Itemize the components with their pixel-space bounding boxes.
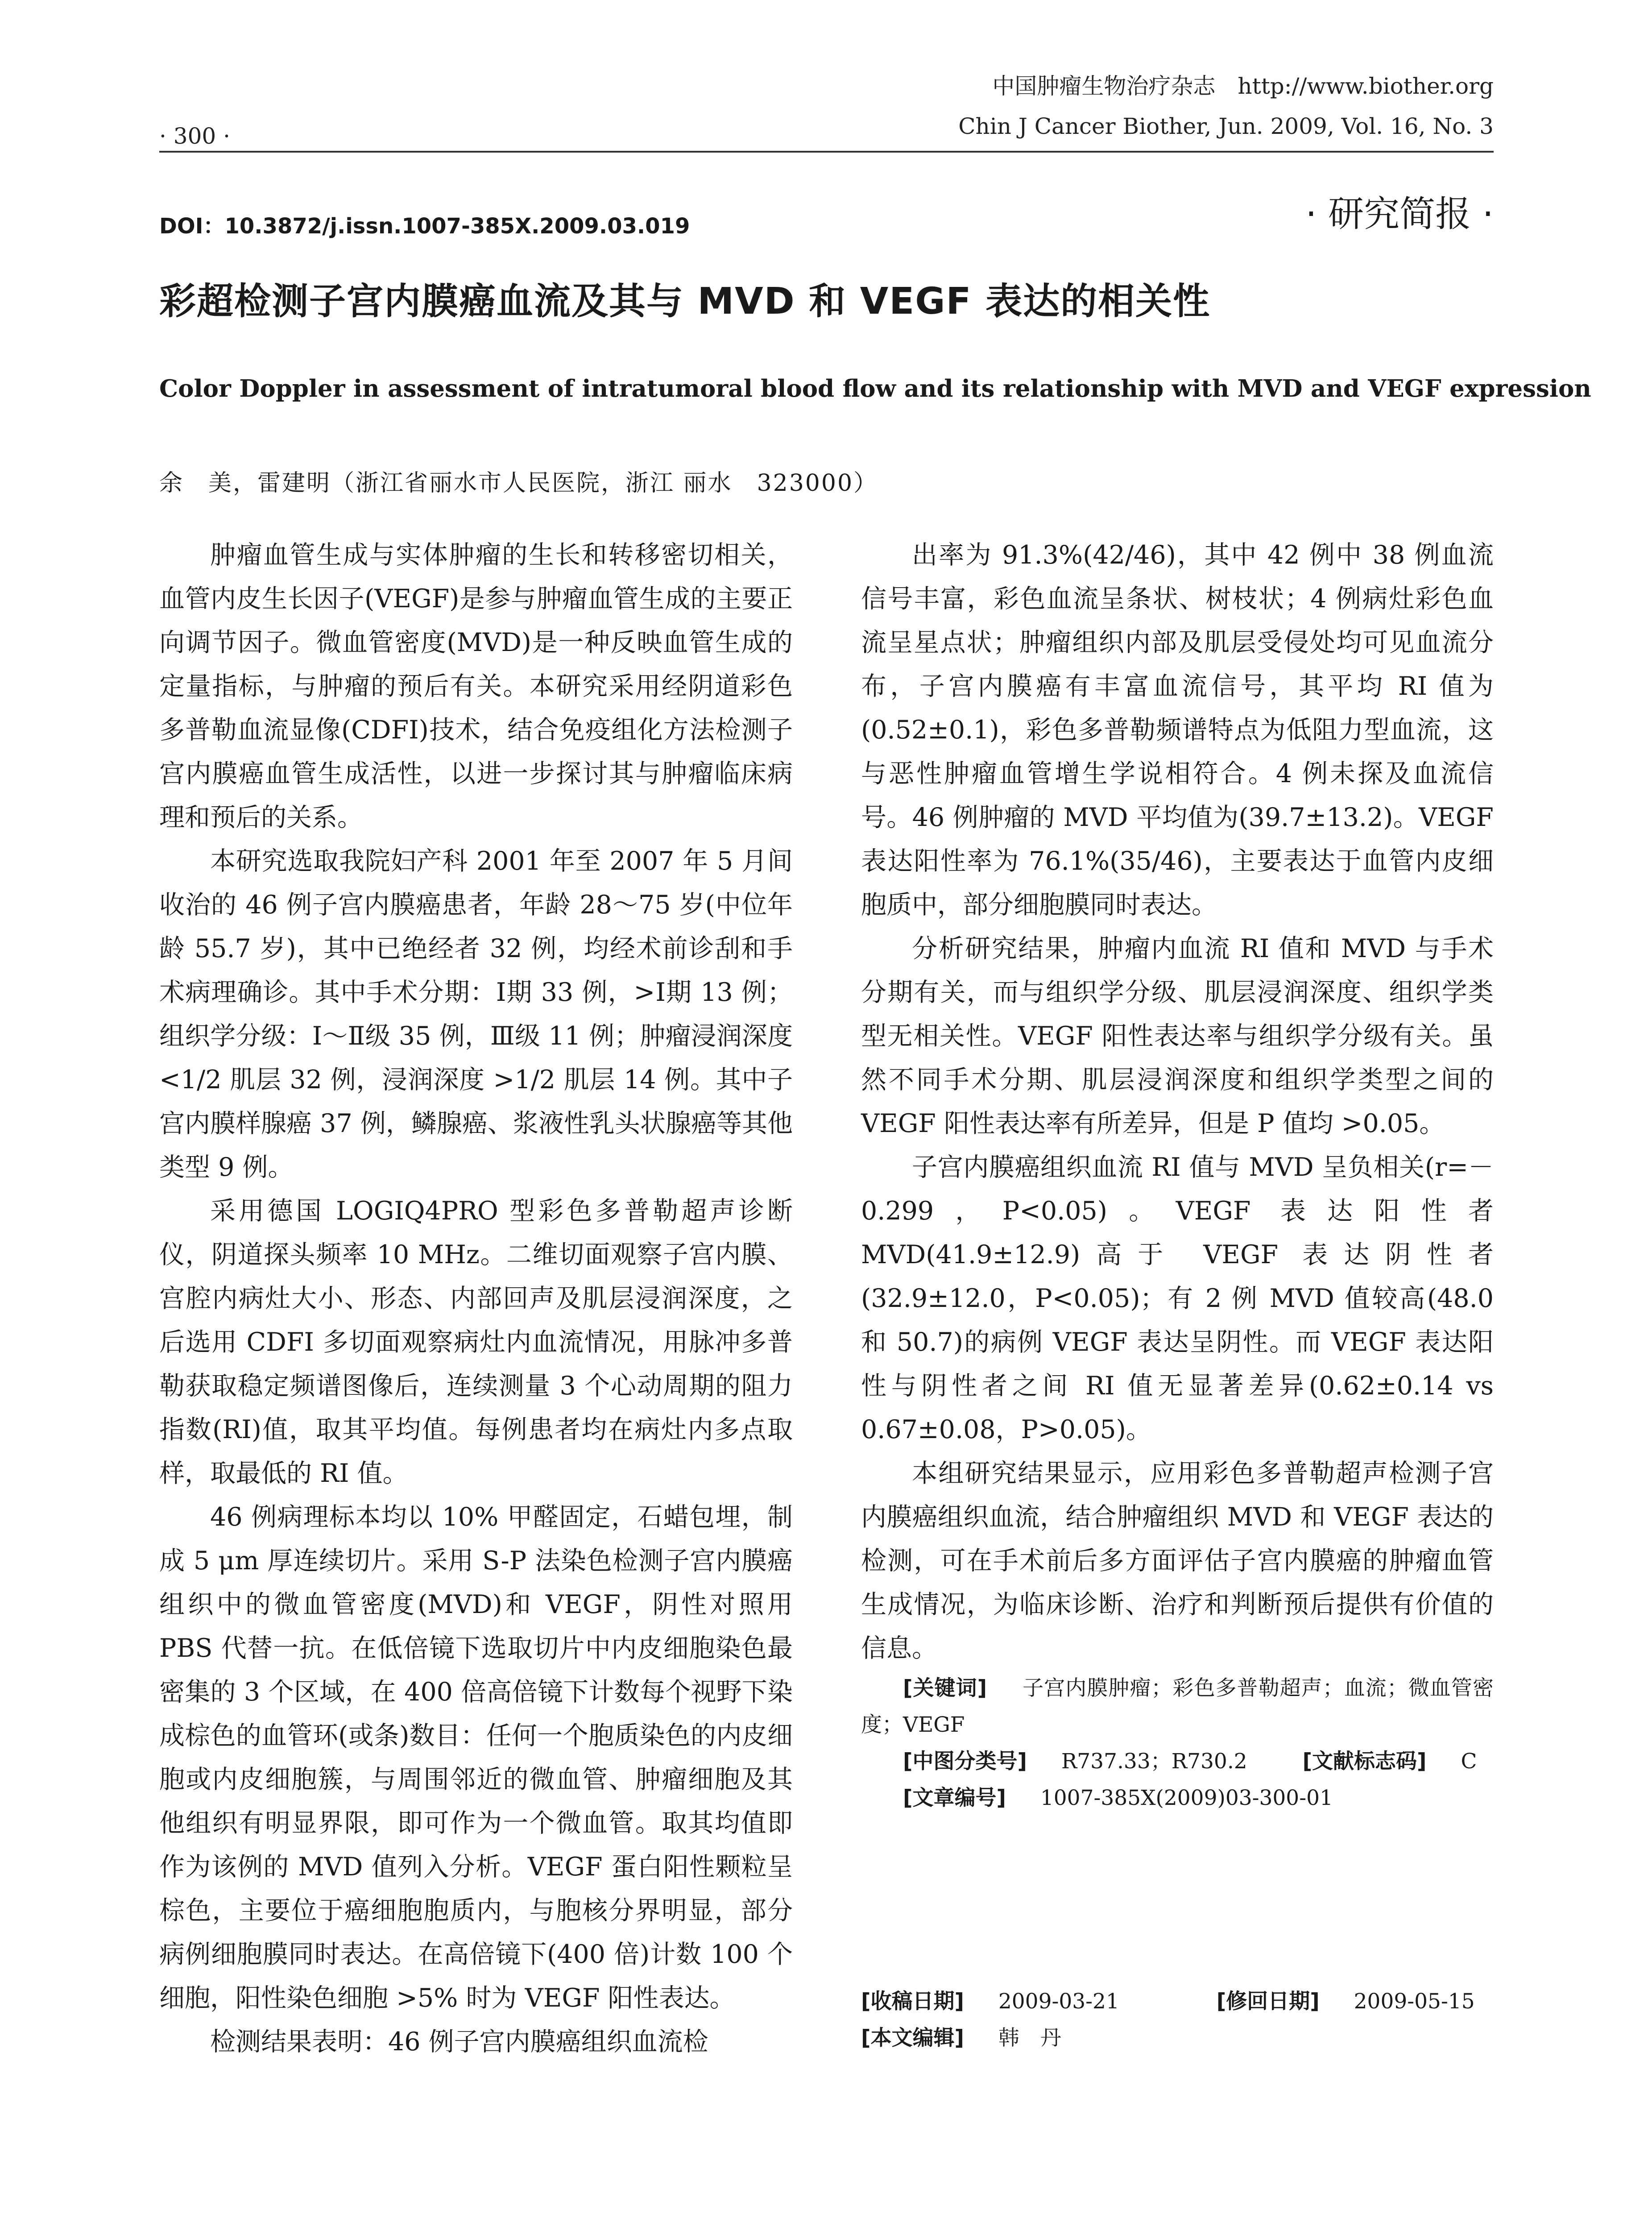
article-number-value: 1007-385X(2009)03-300-01 <box>1040 1786 1333 1810</box>
authors: 余 美，雷建明（浙江省丽水市人民医院，浙江 丽水 323000） <box>159 470 878 497</box>
revised-label: [修回日期] <box>1216 1989 1320 2014</box>
doc-code-label: [文献标志码] <box>1302 1749 1427 1774</box>
title-zh: 彩超检测子宫内膜癌血流及其与 MVD 和 VEGF 表达的相关性 <box>159 280 1211 323</box>
journal-header-en: Chin J Cancer Biother, Jun. 2009, Vol. 16, No. 3 <box>958 113 1494 139</box>
paragraph: 本研究选取我院妇产科 2001 年至 2007 年 5 月间收治的 46 例子宫内膜癌患者，年龄 28～75 岁(中位年龄 55.7 岁)，其中已绝经者 32 例，均经术前诊刮和手术病理确诊。其中手术分期：Ⅰ期 33 例，>Ⅰ期 13 例；组织学分级：Ⅰ～Ⅱ级 35 例，Ⅲ级 11 例；肿瘤浸润深度 <1/2 肌层 32 例，浸润深度 >1/2 肌层 14 例。其中子宫内膜样腺癌 37 例，鳞腺癌、浆液性乳头状腺癌等其他类型 9 例。 <box>159 846 793 1182</box>
received-date: 2009-03-21 <box>998 1989 1119 2014</box>
editor-name: 韩 丹 <box>998 2026 1061 2050</box>
paragraph: 检测结果表明：46 例子宫内膜癌组织血流检 <box>210 2027 708 2057</box>
paragraph: 46 例病理标本均以 10% 甲醛固定，石蜡包埋，制成 5 μm 厚连续切片。采用 S-P 法染色检测子宫内膜癌组织中的微血管密度(MVD)和 VEGF，阴性对照用 PBS 代替一抗。在低倍镜下选取切片中内皮细胞染色最密集的 3 个区域，在 400 倍高倍镜下计数每个视野下染成棕色的血管环(或条)数目：任何一个胞质染色的内皮细胞或内皮细胞簇，与周围邻近的微血管、肿瘤细胞及其他组织有明显界限，即可作为一个微血管。取其均值即作为该例的 MVD 值列入分析。VEGF 蛋白阳性颗粒呈棕色，主要位于癌细胞胞质内，与胞核分界明显，部分病例细胞膜同时表达。在高倍镜下(400 倍)计数 100 个细胞，阳性染色细胞 >5% 时为 VEGF 阳性表达。 <box>159 1502 793 2013</box>
editor-label: [本文编辑] <box>861 2026 964 2050</box>
article-number-label: [文章编号] <box>903 1786 1006 1810</box>
classification-value: R737.33；R730.2 <box>1061 1749 1247 1774</box>
paragraph: 肿瘤血管生成与实体肿瘤的生长和转移密切相关，血管内皮生长因子(VEGF)是参与肿瘤血管生成的主要正向调节因子。微血管密度(MVD)是一种反映血管生成的定量指标，与肿瘤的预后有关。本研究采用经阴道彩色多普勒血流显像(CDFI)技术，结合免疫组化方法检测子宫内膜癌血管生成活性，以进一步探讨其与肿瘤临床病理和预后的关系。 <box>159 540 793 832</box>
revised-date: 2009-05-15 <box>1354 1989 1475 2014</box>
doc-code-value: C <box>1461 1749 1477 1774</box>
title-en: Color Doppler in assessment of intratumoral blood flow and its relationship with MVD and VEGF expression <box>159 375 1591 402</box>
keywords <box>861 1670 1494 1743</box>
article-dates <box>861 1983 1494 2057</box>
header-rule <box>159 151 1494 153</box>
page-number: · 300 · <box>159 123 231 149</box>
classification <box>861 1743 1494 1780</box>
paragraph: 出率为 91.3%(42/46)，其中 42 例中 38 例血流信号丰富，彩色血流呈条状、树枝状；4 例病灶彩色血流呈星点状；肿瘤组织内部及肌层受侵处均可见血流分布，子宫内膜癌有丰富血流信号，其平均 RI 值为(0.52±0.1)，彩色多普勒频谱特点为低阻力型血流，这与恶性肿瘤血管增生学说相符合。4 例未探及血流信号。46 例肿瘤的 MVD 平均值为(39.7±13.2)。VEGF 表达阳性率为 76.1%(35/46)，主要表达于血管内皮细胞质中，部分细胞膜同时表达。 <box>861 540 1494 920</box>
section-label: · 研究简报 · <box>1305 193 1494 235</box>
paragraph: 分析研究结果，肿瘤内血流 RI 值和 MVD 与手术分期有关，而与组织学分级、肌层浸润深度、组织学类型无相关性。VEGF 阳性表达率与组织学分级有关。虽然不同手术分期、肌层浸润深度和组织学类型之间的 VEGF 阳性表达率有所差异，但是 P 值均 >0.05。 <box>861 934 1494 1138</box>
keywords-label: [关键词] <box>903 1676 987 1700</box>
paragraph: 采用德国 LOGIQ4PRO 型彩色多普勒超声诊断仪，阴道探头频率 10 MHz。二维切面观察子宫内膜、宫腔内病灶大小、形态、内部回声及肌层浸润深度，之后选用 CDFI 多切面观察病灶内血流情况，用脉冲多普勒获取稳定频谱图像后，连续测量 3 个心动周期的阻力指数(RI)值，取其平均值。每例患者均在病灶内多点取样，取最低的 RI 值。 <box>159 1196 793 1488</box>
journal-header-zh: 中国肿瘤生物治疗杂志 http://www.biother.org <box>992 73 1494 99</box>
editor-line <box>861 2020 1494 2057</box>
paragraph: 本组研究结果显示，应用彩色多普勒超声检测子宫内膜癌组织血流，结合肿瘤组织 MVD 和 VEGF 表达的检测，可在手术前后多方面评估子宫内膜癌的肿瘤血管生成情况，为临床诊断、治疗和判断预后提供有价值的信息。 <box>861 1459 1494 1663</box>
doi: DOI：10.3872/j.issn.1007-385X.2009.03.019 <box>159 214 690 239</box>
left-column <box>159 533 793 2064</box>
classification-label: [中图分类号] <box>903 1749 1027 1774</box>
dates-line <box>861 1983 1494 2020</box>
paragraph: 子宫内膜癌组织血流 RI 值与 MVD 呈负相关(r=－0.299，P<0.05)。VEGF 表达阳性者 MVD(41.9±12.9)高于 VEGF 表达阴性者(32.9±12.0，P<0.05)；有 2 例 MVD 值较高(48.0 和 50.7)的病例 VEGF 表达呈阴性。而 VEGF 表达阳性与阴性者之间 RI 值无显著差异(0.62±0.14 vs 0.67±0.08，P>0.05)。 <box>861 1153 1494 1444</box>
right-column <box>861 533 1494 1816</box>
keywords-text: 子宫内膜肿瘤；彩色多普勒超声；血流；微血管密度；VEGF <box>861 1676 1494 1737</box>
article-number <box>861 1780 1494 1816</box>
received-label: [收稿日期] <box>861 1989 964 2014</box>
